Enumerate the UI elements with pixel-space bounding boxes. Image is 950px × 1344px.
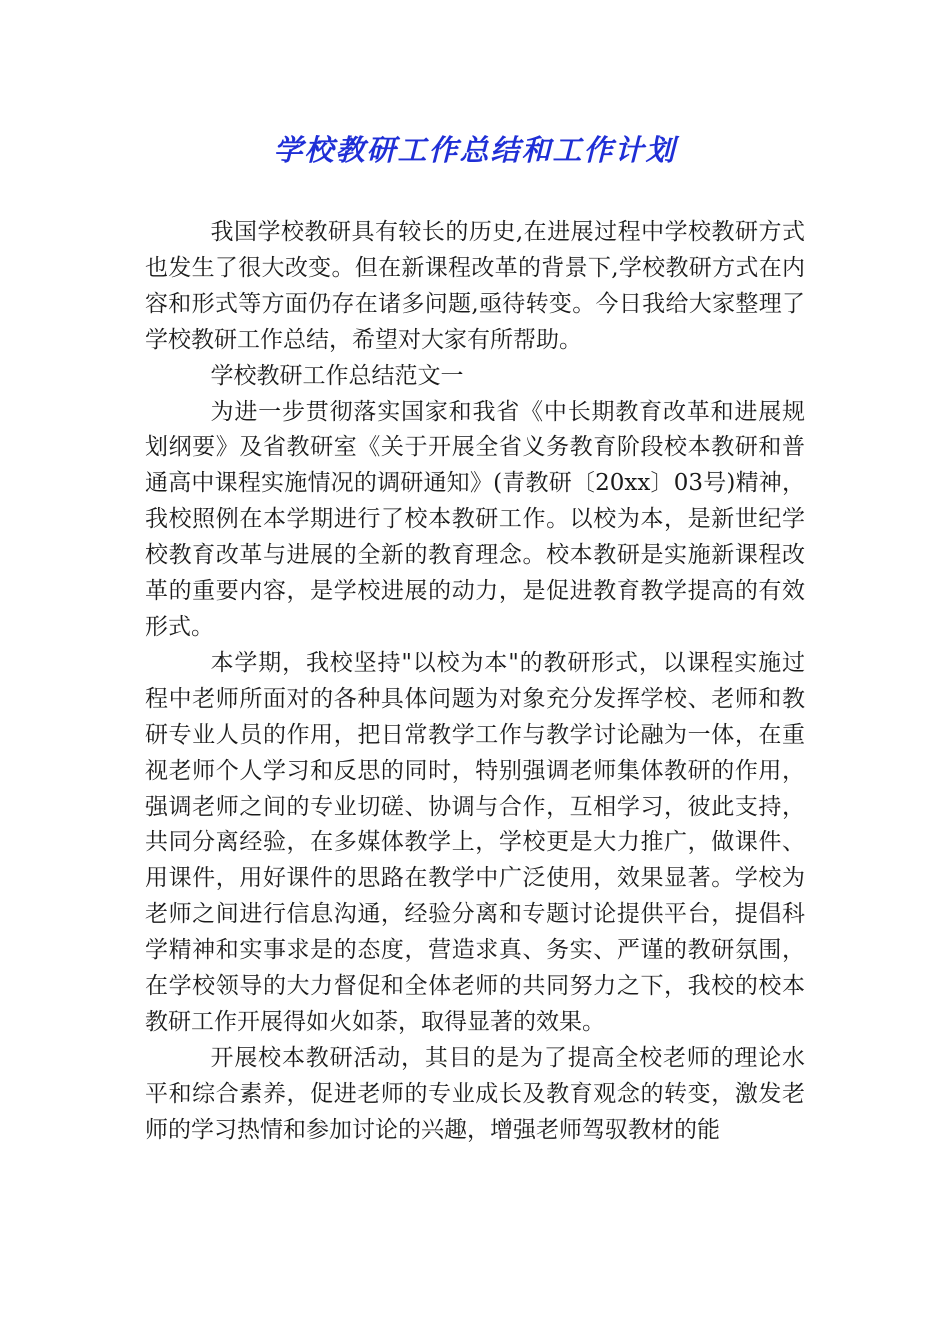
- body-paragraph: 为进一步贯彻落实国家和我省《中长期教育改革和进展规划纲要》及省教研室《关于开展全省义务教育阶段校本教研和普通高中课程实施情况的调研通知》(青教研〔20xx〕03号)精神，我校照例在本学期进行了校本教研工作。以校为本，是新世纪学校教育改革与进展的全新的教育理念。校本教研是实施新课程改革的重要内容，是学校进展的动力，是促进教育教学提高的有效形式。: [145, 398, 805, 640]
- body-paragraph: 本学期，我校坚持"以校为本"的教研形式，以课程实施过程中老师所面对的各种具体问题为对象充分发挥学校、老师和教研专业人员的作用，把日常教学工作与教学讨论融为一体，在重视老师个人学习和反思的同时，特别强调老师集体教研的作用，强调老师之间的专业切磋、协调与合作，互相学习，彼此支持，共同分离经验，在多媒体教学上，学校更是大力推广，做课件、用课件，用好课件的思路在教学中广泛使用，效果显著。学校为老师之间进行信息沟通，经验分离和专题讨论提供平台，提倡科学精神和实事求是的态度，营造求真、务实、严谨的教研氛围，在学校领导的大力督促和全体老师的共同努力之下，我校的校本教研工作开展得如火如荼，取得显著的效果。: [145, 649, 805, 1035]
- intro-paragraph: 我国学校教研具有较长的历史,在进展过程中学校教研方式也发生了很大改变。但在新课程改革的背景下,学校教研方式在内容和形式等方面仍存在诸多问题,亟待转变。今日我给大家整理了学校教研工作总结，希望对大家有所帮助。: [145, 219, 805, 353]
- document-title: 学校教研工作总结和工作计划: [273, 133, 677, 167]
- body-paragraph: 开展校本教研活动，其目的是为了提高全校老师的理论水平和综合素养，促进老师的专业成长及教育观念的转变，激发老师的学习热情和参加讨论的兴趣，增强老师驾驭教材的能: [145, 1044, 805, 1143]
- section-heading-sample-one: 学校教研工作总结范文一: [210, 362, 464, 389]
- document-body: [145, 215, 805, 1149]
